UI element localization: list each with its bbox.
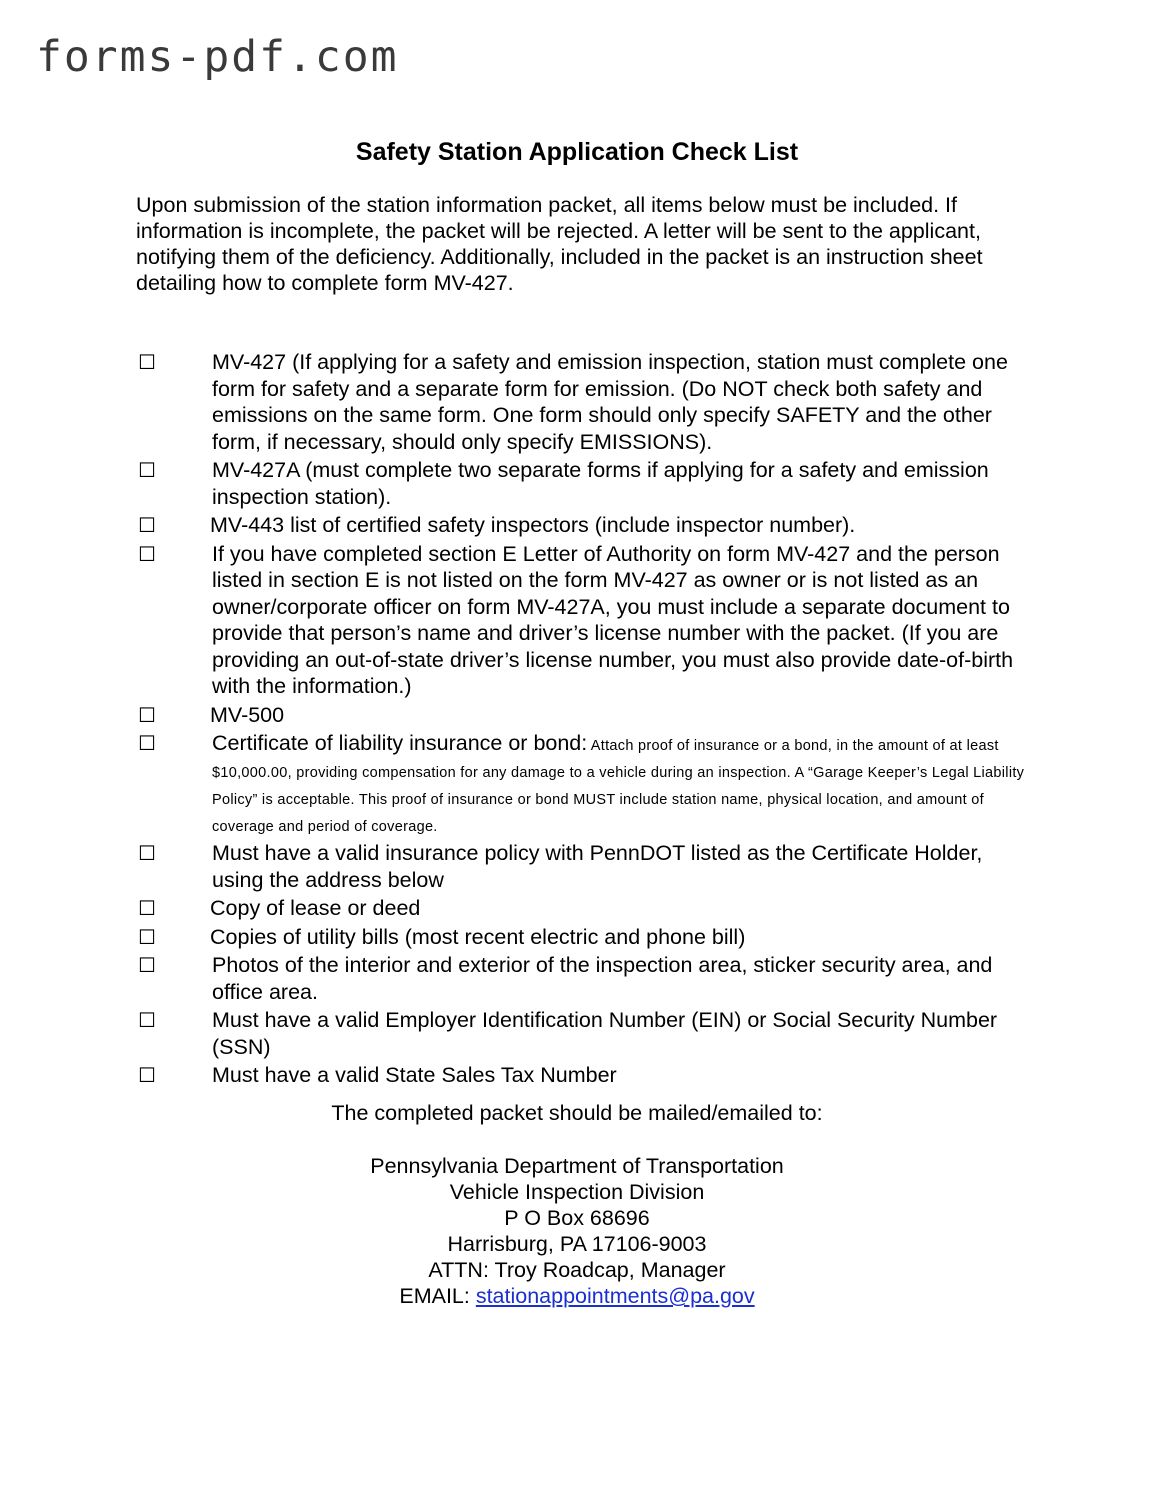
- checklist-item-text: Copy of lease or deed: [210, 896, 421, 920]
- page-title: Safety Station Application Check List: [355, 138, 799, 166]
- checkbox-icon[interactable]: ☐: [138, 731, 156, 755]
- checklist-item-text: Must have a valid insurance policy with PennDOT listed as the Certificate Holder, using the address below: [212, 841, 983, 892]
- checklist-item-text: MV-500: [210, 702, 285, 727]
- checklist-item: [136, 924, 1036, 951]
- address-line: P O Box 68696: [504, 1206, 650, 1230]
- checklist-item-text: Must have a valid State Sales Tax Number: [212, 1063, 617, 1087]
- checklist-item: [136, 512, 1036, 539]
- checkbox-icon[interactable]: ☐: [138, 896, 156, 920]
- checkbox-icon[interactable]: ☐: [138, 1063, 156, 1087]
- address-line: Pennsylvania Department of Transportation: [370, 1154, 784, 1178]
- address-line: Harrisburg, PA 17106-9003: [447, 1232, 707, 1256]
- email-line: [0, 1283, 1154, 1309]
- checkbox-icon[interactable]: ☐: [138, 841, 156, 865]
- mailing-instruction: The completed packet should be mailed/emailed to:: [331, 1101, 823, 1125]
- address-line: ATTN: Troy Roadcap, Manager: [428, 1258, 726, 1282]
- checklist-item: [136, 895, 1036, 922]
- intro-paragraph: Upon submission of the station information packet, all items below must be included. If information is incomplete, the packet will be rejected. A letter will be sent to the applicant, notifying them of the deficiency. Additionally, included in the packet is an instruction sheet detailing how to complete form MV-427.: [136, 193, 983, 295]
- checklist-item: [136, 952, 1036, 1005]
- checklist-item-detail: Attach proof of insurance or a bond, in the amount of at least $10,000.00, providing compensation for any damage to a vehicle during an inspection. A “Garage Keeper’s Legal Liability Policy” is acceptable. This proof of insurance or bond MUST include station name, physical location, and amount of coverage and period of coverage.: [212, 738, 1025, 835]
- checklist-item: [136, 840, 1036, 893]
- checklist-item: [136, 702, 1036, 729]
- checkbox-icon[interactable]: ☐: [138, 541, 156, 566]
- checklist-item-text: Copies of utility bills (most recent electric and phone bill): [210, 924, 746, 949]
- email-label: EMAIL:: [399, 1284, 476, 1308]
- checkbox-icon[interactable]: ☐: [138, 1008, 156, 1032]
- address-line: Vehicle Inspection Division: [449, 1180, 705, 1204]
- checklist: [136, 349, 1036, 1091]
- checklist-item: [136, 1007, 1036, 1060]
- checklist-item-text: If you have completed section E Letter of Authority on form MV-427 and the person listed in section E is not listed on the form MV-427 as owner or is not listed as an owner/corporate officer on form MV-427A, you must include a separate document to provide that person’s name and driver’s license number with the packet. (If you are providing an out-of-state driver’s license number, you must also provide date-of-birth with the information.): [212, 541, 1014, 698]
- checklist-item-text: MV-443 list of certified safety inspectors (include inspector number).: [210, 513, 856, 537]
- checklist-item: [136, 1062, 1036, 1089]
- checkbox-icon[interactable]: ☐: [138, 924, 156, 949]
- email-link[interactable]: stationappointments@pa.gov: [475, 1284, 755, 1308]
- checklist-item-heading: Certificate of liability insurance or bond:: [212, 731, 588, 755]
- checklist-item: [136, 457, 1036, 510]
- checklist-item-insurance: [136, 730, 1036, 838]
- checklist-item-text: Must have a valid Employer Identification Number (EIN) or Social Security Number (SSN): [212, 1008, 998, 1059]
- checkbox-icon[interactable]: ☐: [138, 702, 156, 727]
- checkbox-icon[interactable]: ☐: [138, 953, 156, 977]
- checklist-item: [136, 349, 1036, 455]
- checklist-item-text: Photos of the interior and exterior of the inspection area, sticker security area, and office area.: [212, 953, 993, 1004]
- checklist-item: [136, 541, 1036, 700]
- mailing-address: [0, 1153, 1154, 1309]
- checkbox-icon[interactable]: ☐: [138, 458, 156, 482]
- checkbox-icon[interactable]: ☐: [138, 513, 156, 537]
- checklist-item-text: MV-427 (If applying for a safety and emission inspection, station must complete one form for safety and a separate form for emission. (Do NOT check both safety and emissions on the same form. One form should only specify SAFETY and the other form, if necessary, should only specify EMISSIONS).: [212, 350, 1008, 454]
- checkbox-icon[interactable]: ☐: [138, 350, 156, 374]
- watermark-text: forms-pdf.com: [36, 32, 399, 82]
- checklist-item-text: MV-427A (must complete two separate forms if applying for a safety and emission inspection station).: [212, 458, 989, 509]
